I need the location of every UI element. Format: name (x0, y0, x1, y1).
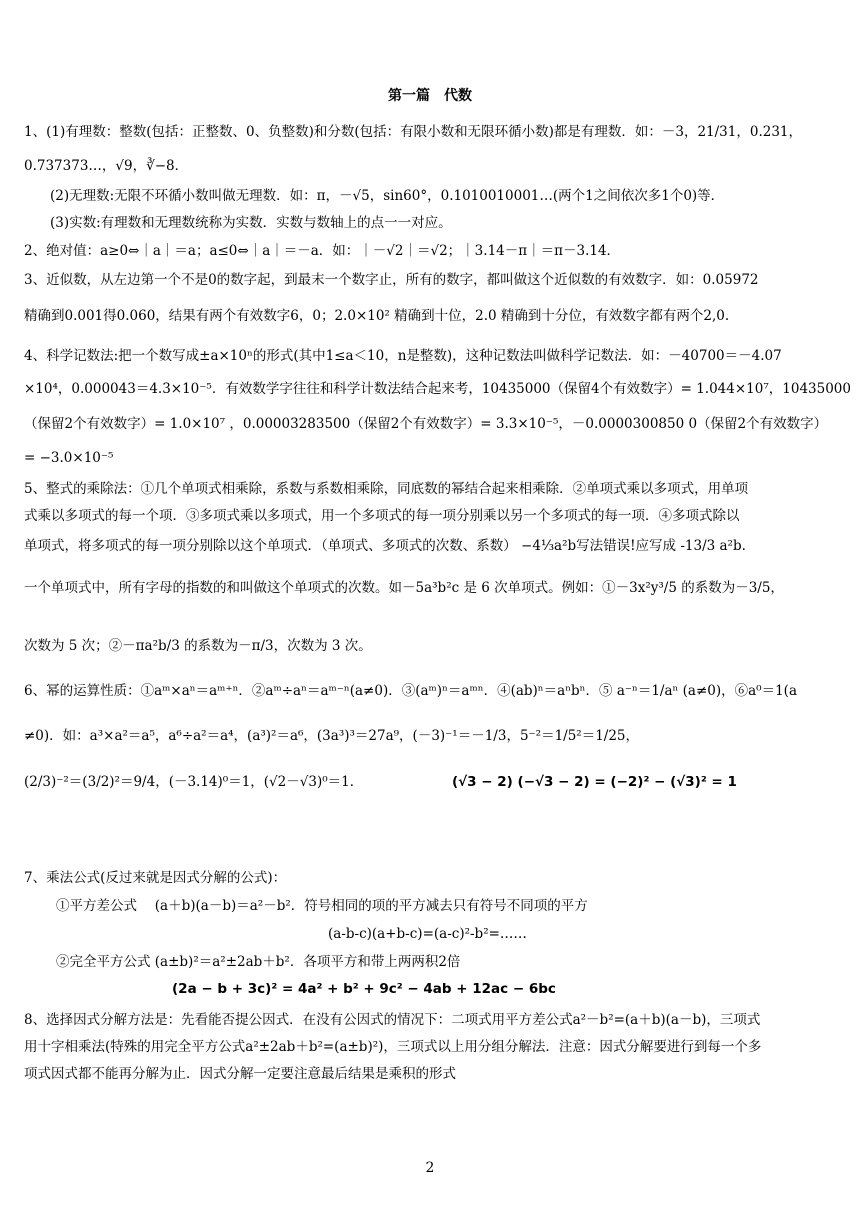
text-line: 0.737373…，√9，∛−8． (24, 158, 189, 174)
text-line: (3)实数:有理数和无理数统称为实数．实数与数轴上的点一一对应。 (50, 215, 452, 231)
text-line: ≠0)．如：a³×a²＝a⁵，a⁶÷a²＝a⁴，(a³)²＝a⁶，(3a³)³＝27a⁹，(－3)⁻¹＝－1/3，5⁻²＝1/5²＝1/25， (24, 728, 640, 744)
text-line: ②完全平方公式 (a±b)²＝a²±2ab＋b²．各项平方和带上两两积2倍 (56, 954, 461, 970)
text-line: 7、乘法公式(反过来就是因式分解的公式)： (24, 870, 287, 886)
text-line: (2/3)⁻²＝(3/2)²＝9/4，(－3.14)⁰＝1，(√2－√3)⁰＝1． (24, 774, 364, 790)
text-line: ①平方差公式 (a＋b)(a－b)＝a²－b²．符号相同的项的平方减去只有符号不同项的平方 (56, 898, 588, 914)
page-title: 第一篇 代数 (388, 88, 472, 104)
text-line: 6、幂的运算性质：①aᵐ×aⁿ＝aᵐ⁺ⁿ．②aᵐ÷aⁿ＝aᵐ⁻ⁿ(a≠0)．③(aᵐ)ⁿ＝aᵐⁿ．④(ab)ⁿ＝aⁿbⁿ．⑤ a⁻ⁿ＝1/aⁿ (a≠0)，⑥a⁰＝1(a (24, 683, 797, 699)
text-line: (a-b-c)(a+b-c)=(a-c)²-b²=…… (328, 926, 527, 942)
text-line: = −3.0×10⁻⁵ (24, 450, 114, 466)
text-line: 用十字相乘法(特殊的用完全平方公式a²±2ab＋b²=(a±b)²)，三项式以上用分组分解法．注意：因式分解要进行到每一个多 (24, 1039, 762, 1055)
text-line: 5、整式的乘除法：①几个单项式相乘除，系数与系数相乘除，同底数的幂结合起来相乘除．②单项式乘以多项式，用单项 (24, 481, 749, 497)
text-line: 4、科学记数法:把一个数写成±a×10ⁿ的形式(其中1≤a＜10，n是整数)，这种记数法叫做科学记数法．如：－40700＝－4.07 (24, 348, 782, 364)
page-number: 2 (425, 1160, 435, 1176)
text-line: （保留2个有效数字）= 1.0×10⁷ ，0.00003283500（保留2个有效数字）= 3.3×10⁻⁵，－0.0000300850 0（保留2个有效数字） (24, 416, 828, 432)
text-line: 精确到0.001得0.060，结果有两个有效数字6，0；2.0×10² 精确到十位，2.0 精确到十分位，有效数字都有两个2,0. (24, 308, 730, 324)
text-line: 单项式，将多项式的每一项分别除以这个单项式．（单项式、多项式的次数、系数） −4⅓a²b写法错误!应写成 -13/3 a²b. (24, 538, 746, 554)
text-line: ×10⁴，0.000043＝4.3×10⁻⁵．有效数学字往往和科学计数法结合起来考，10435000（保留4个有效数字）= 1.044×10⁷，10435000 (24, 381, 851, 397)
text-line: 8、选择因式分解方法是：先看能否提公因式．在没有公因式的情况下：二项式用平方差公式a²－b²=(a＋b)(a－b)，三项式 (24, 1012, 761, 1028)
text-line: 式乘以多项式的每一个项．③多项式乘以多项式，用一个多项式的每一项分别乘以另一个多项式的每一项．④多项式除以 (24, 508, 740, 524)
text-line: 一个单项式中，所有字母的指数的和叫做这个单项式的次数。如－5a³b²c 是 6 次单项式。例如：①－3x²y³/5 的系数为－3/5， (24, 580, 784, 596)
text-line: (2)无理数:无限不环循小数叫做无理数．如：π，－√5，sin60°，0.1010010001…(两个1之间依次多1个0)等． (50, 188, 725, 204)
formula-line: (2a − b + 3c)² = 4a² + b² + 9c² − 4ab + 12ac − 6bc (172, 981, 556, 997)
text-line: 次数为 5 次；②－πa²b/3 的系数为－π/3，次数为 3 次。 (24, 638, 372, 654)
text-line: 1、(1)有理数：整数(包括：正整数、0、负整数)和分数(包括：有限小数和无限环循小数)都是有理数．如：－3，21/31，0.231， (24, 124, 803, 140)
text-line: 项式因式都不能再分解为止．因式分解一定要注意最后结果是乘积的形式 (24, 1066, 456, 1082)
formula-line: (√3 − 2) (−√3 − 2) = (−2)² − (√3)² = 1 (452, 774, 737, 790)
text-line: 2、绝对值：a≥0⇔｜a｜＝a；a≤0⇔｜a｜＝－a．如：｜－√2｜＝√2；｜3.14－π｜＝π－3.14． (24, 243, 621, 259)
text-line: 3、近似数，从左边第一个不是0的数字起，到最末一个数字止，所有的数字，都叫做这个近似数的有效数字．如：0.05972 (24, 272, 759, 288)
